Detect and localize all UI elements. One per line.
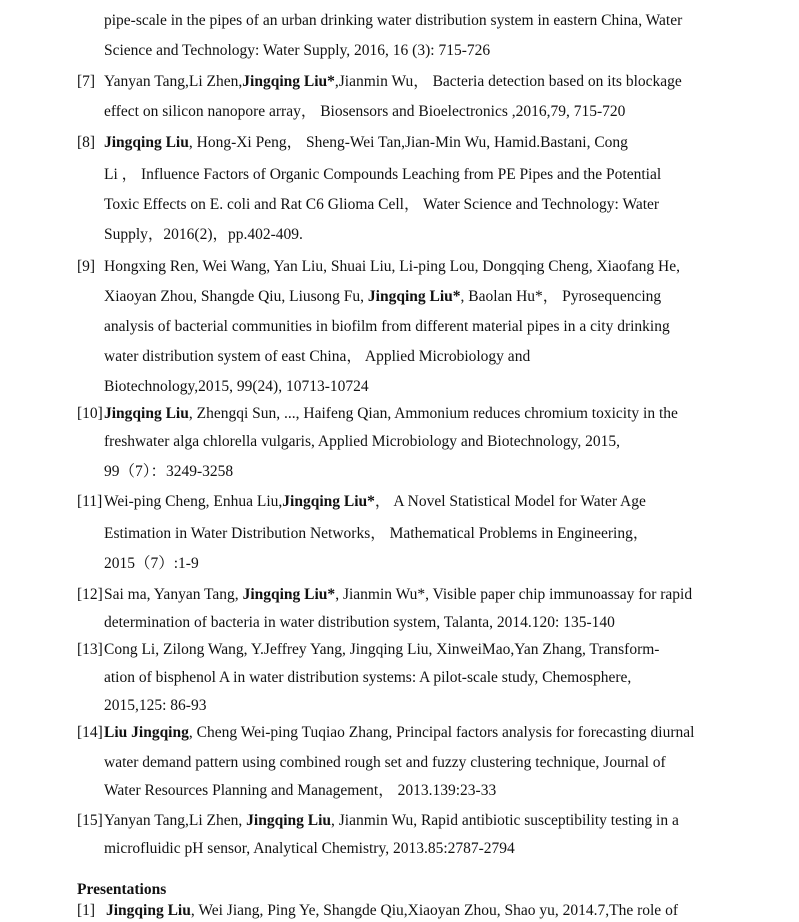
reference-number: [11] bbox=[77, 493, 103, 510]
presentation-text-part: , Wei Jiang, Ping Ye, Shangde Qiu,Xiaoyan Zhou, Shao yu, 2014.7,The role of bbox=[190, 902, 678, 919]
reference-text bbox=[104, 165, 661, 185]
reference-text bbox=[104, 753, 666, 773]
reference-text-part: Biotechnology,2015, 99(24), 10713-10724 bbox=[104, 378, 369, 395]
reference-text-part: Wei-ping Cheng, Enhua Liu, bbox=[104, 493, 283, 510]
reference-text-part: , Hong-Xi Peng， Sheng-Wei Tan,Jian-Min Wu, Hamid.Bastani, Cong bbox=[188, 134, 628, 151]
reference-text bbox=[104, 839, 515, 859]
reference-text bbox=[104, 492, 646, 512]
highlighted-author: Jingqing Liu* bbox=[282, 493, 375, 510]
reference-text bbox=[104, 723, 694, 743]
reference-text-part: Li ， Influence Factors of Organic Compounds Leaching from PE Pipes and the Potential bbox=[104, 166, 662, 183]
reference-text-part: water distribution system of east China， Applied Microbiology and bbox=[104, 348, 531, 365]
reference-text-part: Estimation in Water Distribution Networks， Mathematical Problems in Engineering， bbox=[104, 525, 649, 542]
reference-text-part: analysis of bacterial communities in biofilm from different material pipes in a city drinking bbox=[104, 318, 670, 335]
reference-text bbox=[104, 640, 659, 660]
reference-text-part: , Zhengqi Sun, ..., Haifeng Qian, Ammonium reduces chromium toxicity in the bbox=[188, 405, 678, 422]
reference-text-part: Cong Li, Zilong Wang, Y.Jeffrey Yang, Jingqing Liu, XinweiMao,Yan Zhang, Transform- bbox=[104, 641, 660, 658]
reference-text-part: , Cheng Wei-ping Tuqiao Zhang, Principal factors analysis for forecasting diurnal bbox=[188, 724, 695, 741]
presentation-text bbox=[106, 901, 678, 921]
reference-text bbox=[104, 287, 661, 307]
reference-text-part: , Baolan Hu*， Pyrosequencing bbox=[460, 288, 662, 305]
reference-text bbox=[104, 462, 233, 482]
reference-text-part: 2015,125: 86-93 bbox=[104, 697, 207, 714]
highlighted-author: Jingqing Liu bbox=[104, 405, 189, 422]
highlighted-author: Jingqing Liu* bbox=[367, 288, 461, 305]
reference-text-part: ation of bisphenol A in water distribution systems: A pilot-scale study, Chemosphere, bbox=[104, 669, 632, 686]
reference-number: [15] bbox=[77, 812, 103, 829]
reference-text bbox=[104, 696, 206, 716]
reference-number: [14] bbox=[77, 724, 103, 741]
reference-text bbox=[104, 72, 682, 92]
reference-text-part: Yanyan Tang,Li Zhen, bbox=[104, 812, 247, 829]
reference-text-part: water demand pattern using combined rough set and fuzzy clustering technique, Journal of bbox=[104, 754, 666, 771]
reference-number: [8] bbox=[77, 134, 96, 151]
reference-text bbox=[104, 781, 496, 801]
reference-text bbox=[104, 225, 303, 245]
reference-text-part: Toxic Effects on E. coli and Rat C6 Glioma Cell， Water Science and Technology: Water bbox=[104, 196, 660, 213]
reference-text-part: effect on silicon nanopore array， Biosensors and Bioelectronics ,2016,79, 715-720 bbox=[104, 103, 626, 120]
reference-text-part: ,Jianmin Wu， Bacteria detection based on its blockage bbox=[334, 73, 682, 90]
presentation-number: [1] bbox=[77, 902, 96, 919]
reference-text-part: , Jianmin Wu, Rapid antibiotic susceptibility testing in a bbox=[331, 812, 679, 829]
reference-text-part: Water Resources Planning and Management， 2013.139:23-33 bbox=[104, 782, 497, 799]
section-heading-presentations: Presentations bbox=[77, 881, 167, 898]
reference-text bbox=[104, 585, 692, 605]
reference-text bbox=[104, 377, 369, 397]
reference-text-part: determination of bacteria in water distribution system, Talanta, 2014.120: 135-140 bbox=[104, 614, 615, 631]
reference-text bbox=[104, 811, 679, 831]
reference-text bbox=[104, 524, 648, 544]
reference-number: [7] bbox=[77, 73, 96, 90]
reference-text-part: 2015（7）:1-9 bbox=[104, 555, 199, 572]
reference-text-part: , Jianmin Wu*, Visible paper chip immunoassay for rapid bbox=[335, 586, 693, 603]
reference-text-part: Supply，2016(2)，pp.402-409. bbox=[104, 226, 303, 243]
highlighted-author: Jingqing Liu bbox=[246, 812, 332, 829]
reference-text bbox=[104, 195, 659, 215]
reference-text-part: Hongxing Ren, Wei Wang, Yan Liu, Shuai Liu, Li-ping Lou, Dongqing Cheng, Xiaofang He, bbox=[104, 258, 680, 275]
reference-text-part: freshwater alga chlorella vulgaris, Applied Microbiology and Biotechnology, 2015, bbox=[104, 433, 620, 450]
reference-text-part: microfluidic pH sensor, Analytical Chemistry, 2013.85:2787-2794 bbox=[104, 840, 515, 857]
highlighted-author: Jingqing Liu* bbox=[242, 586, 336, 603]
reference-text-part: Sai ma, Yanyan Tang, bbox=[104, 586, 243, 603]
continued-reference-line: Science and Technology: Water Supply, 2016, 16 (3): 715-726 bbox=[104, 42, 491, 59]
reference-text bbox=[104, 317, 670, 337]
reference-number: [13] bbox=[77, 641, 103, 658]
reference-text-part: ， A Novel Statistical Model for Water Age bbox=[374, 493, 646, 510]
reference-text-part: 99（7）：3249-3258 bbox=[104, 463, 234, 480]
highlighted-author: Jingqing Liu* bbox=[242, 73, 335, 90]
continued-reference-line: pipe-scale in the pipes of an urban drinking water distribution system in eastern China, Water bbox=[104, 12, 683, 29]
highlighted-author: Jingqing Liu bbox=[104, 134, 189, 151]
reference-text bbox=[104, 554, 199, 574]
reference-text bbox=[104, 133, 628, 153]
reference-text bbox=[104, 257, 680, 277]
reference-number: [12] bbox=[77, 586, 103, 603]
reference-text-part: Xiaoyan Zhou, Shangde Qiu, Liusong Fu, bbox=[104, 288, 368, 305]
reference-number: [10] bbox=[77, 405, 103, 422]
reference-number: [9] bbox=[77, 258, 96, 275]
highlighted-author: Liu Jingqing bbox=[104, 724, 189, 741]
reference-text bbox=[104, 404, 678, 424]
reference-text-part: Yanyan Tang,Li Zhen, bbox=[104, 73, 243, 90]
highlighted-author: Jingqing Liu bbox=[106, 902, 191, 919]
reference-text bbox=[104, 347, 530, 367]
reference-text bbox=[104, 613, 615, 633]
reference-text bbox=[104, 432, 620, 452]
reference-text bbox=[104, 668, 631, 688]
reference-text bbox=[104, 102, 625, 122]
